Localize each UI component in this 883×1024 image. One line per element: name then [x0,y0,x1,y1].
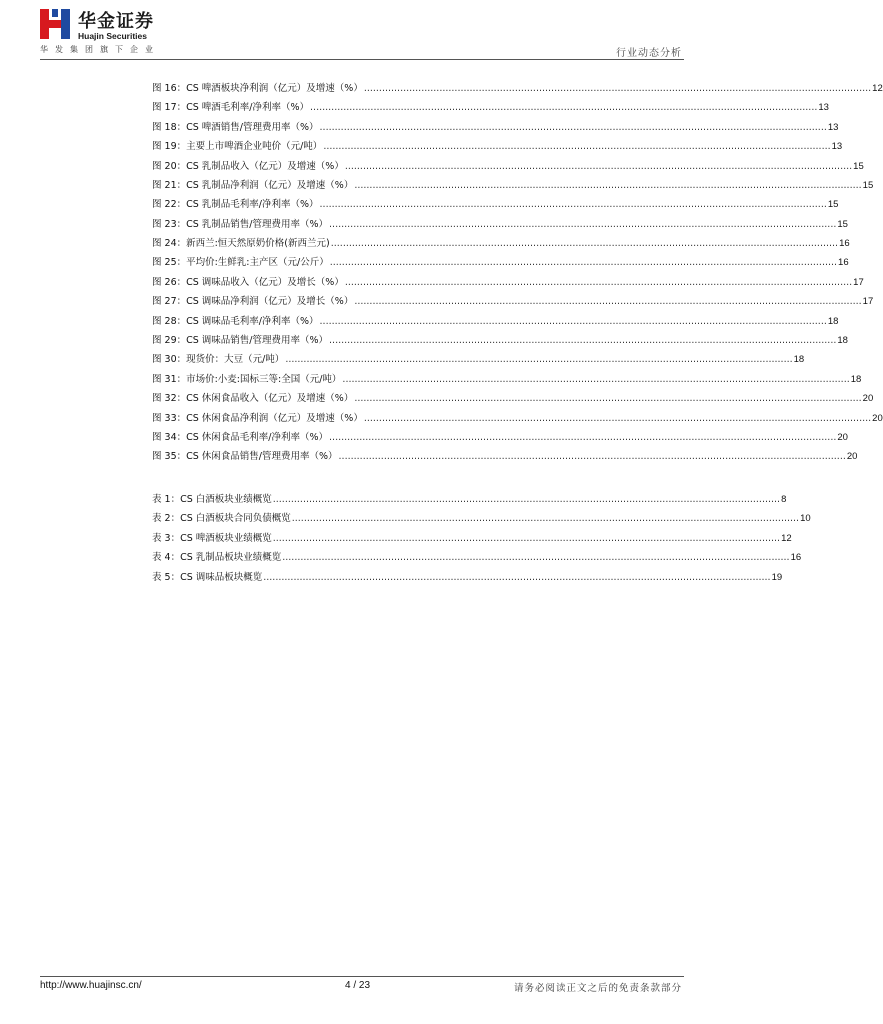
toc-entry[interactable] [152,237,850,251]
toc-entry[interactable] [152,256,849,270]
toc-entry-label: 图 17：CS 啤酒毛利率/净利率（%） [152,102,310,113]
leader-dots: ........................................................................................................................................................................ [344,277,853,288]
toc-entry[interactable] [152,373,862,387]
toc-entry-label: 图 33：CS 休闲食品净利润（亿元）及增速（%） [152,413,363,424]
toc-entry-page: 12 [781,533,792,544]
leader-dots: ........................................................................................................................................................................ [363,83,872,94]
toc-entry-label: 图 30：现货价：大豆（元/吨） [152,354,285,365]
toc-entry-page: 18 [850,374,862,385]
toc-entry-page: 17 [862,296,874,307]
toc-entry[interactable] [152,179,874,193]
toc-entry[interactable] [152,82,883,96]
leader-dots: ........................................................................................................................................................................ [338,451,846,462]
toc-entry-page: 17 [853,277,864,288]
leader-dots: ........................................................................................................................................................................ [329,257,838,268]
toc-entry-label: 表 3：CS 啤酒板块业绩概览 [152,533,272,544]
toc-entry[interactable] [152,450,858,464]
leader-dots: ........................................................................................................................................................................ [319,122,827,133]
leader-dots: ........................................................................................................................................................................ [319,316,827,327]
toc-entry-page: 16 [790,552,802,563]
toc-entry-label: 表 2：CS 白酒板块合同负债概览 [152,513,291,524]
toc-entry-label: 图 32：CS 休闲食品收入（亿元）及增速（%） [152,393,354,404]
leader-dots: ........................................................................................................................................................................ [354,393,862,404]
leader-dots: ........................................................................................................................................................................ [272,533,781,544]
toc-entry-page: 16 [839,238,850,249]
leader-dots: ........................................................................................................................................................................ [330,238,839,249]
toc-entry[interactable] [152,431,848,445]
toc-entry-page: 15 [837,219,848,230]
toc-entry-page: 18 [837,335,848,346]
toc-entry-label: 图 35：CS 休闲食品销售/管理费用率（%） [152,451,338,462]
leader-dots: ........................................................................................................................................................................ [354,296,862,307]
leader-dots: ........................................................................................................................................................................ [354,180,862,191]
toc-entry-label: 图 34：CS 休闲食品毛利率/净利率（%） [152,432,329,443]
leader-dots: ........................................................................................................................................................................ [329,335,837,346]
leader-dots: ........................................................................................................................................................................ [342,374,850,385]
toc-entry-label: 图 22：CS 乳制品毛利率/净利率（%） [152,199,319,210]
leader-dots: ........................................................................................................................................................................ [263,572,771,583]
toc-entry[interactable] [152,101,829,115]
toc-entry-label: 图 31：市场价:小麦:国标三等:全国（元/吨） [152,374,342,385]
toc-entry[interactable] [152,353,805,367]
toc-entry-label: 图 23：CS 乳制品销售/管理费用率（%） [152,219,329,230]
toc-entry-page: 12 [872,83,883,94]
footer-disclaimer: 请务必阅读正文之后的免责条款部分 [513,983,682,994]
toc-entry-label: 图 20：CS 乳制品收入（亿元）及增速（%） [152,161,344,172]
toc-entry[interactable] [152,315,839,329]
leader-dots: ........................................................................................................................................................................ [291,513,800,524]
header-divider [40,59,684,60]
toc-entry[interactable] [152,551,802,565]
toc-entry-page: 10 [800,513,811,524]
toc-entry[interactable] [152,121,839,135]
toc-entry-page: 13 [831,141,843,152]
toc-entry-page: 18 [827,316,839,327]
toc-entry-label: 表 5：CS 调味品板块概览 [152,572,263,583]
toc-entry-label: 图 29：CS 调味品销售/管理费用率（%） [152,335,329,346]
toc-entry[interactable] [152,512,811,526]
toc-entry-page: 8 [781,494,787,505]
toc-entry-label: 图 18：CS 啤酒销售/管理费用率（%） [152,122,319,133]
toc-entry-page: 20 [862,393,874,404]
toc-entry-page: 18 [793,354,805,365]
toc-entry-label: 图 16：CS 啤酒板块净利润（亿元）及增速（%） [152,83,363,94]
toc-entry[interactable] [152,571,783,585]
leader-dots: ........................................................................................................................................................................ [285,354,793,365]
leader-dots: ........................................................................................................................................................................ [329,219,837,230]
toc-entry-page: 15 [827,199,839,210]
leader-dots: ........................................................................................................................................................................ [319,199,827,210]
toc-entry-label: 表 1：CS 白酒板块业绩概览 [152,494,272,505]
footer-website-link[interactable]: http://www.huajinsc.cn/ [40,980,142,991]
toc-entry[interactable] [152,392,874,406]
logo-chinese-name: 华金证券 [78,11,154,32]
leader-dots: ........................................................................................................................................................................ [323,141,831,152]
toc-entry[interactable] [152,295,874,309]
leader-dots: ........................................................................................................................................................................ [282,552,790,563]
huajin-logo-icon [40,9,70,39]
toc-entry-label: 图 27：CS 调味品净利润（亿元）及增长（%） [152,296,354,307]
leader-dots: ........................................................................................................................................................................ [344,161,853,172]
toc-entry-page: 15 [853,161,864,172]
page-number: 4 / 23 [345,980,371,991]
page-header [0,0,724,62]
toc-entry[interactable] [152,334,848,348]
toc-entry-page: 13 [827,122,839,133]
toc-entry-page: 20 [846,451,858,462]
toc-entry-page: 20 [872,413,883,424]
toc-entry-label: 图 28：CS 调味品毛利率/净利率（%） [152,316,319,327]
toc-entry[interactable] [152,140,843,154]
toc-entry[interactable] [152,198,839,212]
leader-dots: ........................................................................................................................................................................ [272,494,781,505]
toc-entry[interactable] [152,276,864,290]
toc-entry-label: 表 4：CS 乳制品板块业绩概览 [152,552,282,563]
toc-entry-label: 图 26：CS 调味品收入（亿元）及增长（%） [152,277,344,288]
toc-entry-page: 15 [862,180,874,191]
footer-divider [40,976,684,977]
leader-dots: ........................................................................................................................................................................ [363,413,872,424]
toc-entry-label: 图 19：主要上市啤酒企业吨价（元/吨） [152,141,323,152]
report-type: 行业动态分析 [616,48,682,59]
leader-dots: ........................................................................................................................................................................ [310,102,818,113]
toc-entry-page: 16 [838,257,849,268]
logo-english-name: Huajin Securities [78,31,147,41]
toc-entry[interactable] [152,493,787,507]
toc-entry-page: 13 [818,102,829,113]
toc-entry[interactable] [152,412,883,426]
leader-dots: ........................................................................................................................................................................ [329,432,837,443]
toc-entry[interactable] [152,532,792,546]
toc-entry-page: 19 [771,572,783,583]
toc-entry[interactable] [152,218,848,232]
toc-entry-label: 图 25：平均价:生鲜乳:主产区（元/公斤） [152,257,329,268]
toc-entry-page: 20 [837,432,848,443]
toc-entry-label: 图 24：新西兰:恒天然原奶价格(新西兰元) [152,238,330,249]
toc-entry-label: 图 21：CS 乳制品净利润（亿元）及增速（%） [152,180,354,191]
toc-entry[interactable] [152,160,864,174]
company-tagline: 华发集团旗下企业 [40,45,160,54]
